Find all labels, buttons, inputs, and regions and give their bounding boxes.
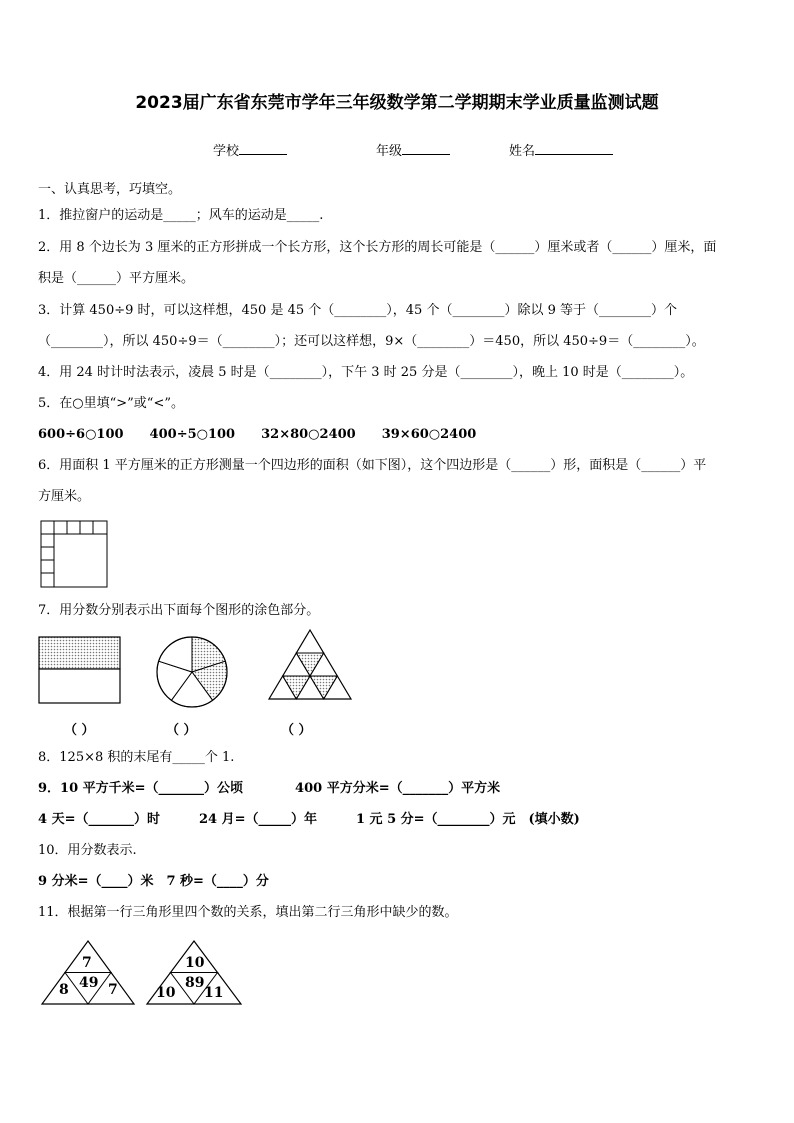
section-heading: 一、认真思考，巧填空。 <box>38 182 182 197</box>
name-blank[interactable] <box>535 142 613 155</box>
school-field <box>213 140 287 159</box>
q11-tri2-center: 89 <box>185 975 205 991</box>
q11-tri1-top: 7 <box>82 955 92 971</box>
question-9-line-2: 4 天=（_______）时 24 月=（_____）年 1 元 5 分=（________）元 (填小数) <box>38 812 580 827</box>
question-6-line-2: 方厘米。 <box>38 489 91 504</box>
page-title: 2023届广东省东莞市学年三年级数学第二学期期末学业质量监测试题 <box>135 93 659 113</box>
q7-rectangle-figure <box>38 636 122 706</box>
question-1: 1．推拉窗户的运动是_____；风车的运动是_____. <box>38 208 324 223</box>
question-3-line-2: （________），所以 450÷9＝（________）；还可以这样想，9×（________）＝450，所以 450÷9＝（________）。 <box>38 334 705 349</box>
question-10: 10．用分数表示. <box>38 843 137 858</box>
grade-label: 年级 <box>376 144 403 159</box>
question-2-line-2: 积是（______）平方厘米。 <box>38 271 195 286</box>
q7-triangle-figure <box>268 630 352 702</box>
question-8: 8．125×8 积的末尾有_____个 1. <box>38 750 235 765</box>
q11-tri1-left: 8 <box>59 982 69 998</box>
question-9-line-1: 9．10 平方千米=（_______）公顷 400 平方分米=（_______）平方米 <box>38 781 501 796</box>
q7-answer-1[interactable]: （ ） <box>64 723 95 738</box>
question-5: 5．在○里填“>”或“<”。 <box>38 396 184 411</box>
q11-tri2-top: 10 <box>185 955 205 971</box>
q7-circle-figure <box>155 635 229 709</box>
q11-triangle-1 <box>40 940 136 1006</box>
question-10-items: 9 分米=（____）米 7 秒=（____）分 <box>38 874 269 889</box>
q7-answer-3[interactable]: （ ） <box>281 723 312 738</box>
question-11: 11．根据第一行三角形里四个数的关系，填出第二行三角形中缺少的数。 <box>38 905 458 920</box>
question-7: 7．用分数分别表示出下面每个图形的涂色部分。 <box>38 603 320 618</box>
question-2-line-1: 2．用 8 个边长为 3 厘米的正方形拼成一个长方形，这个长方形的周长可能是（______）厘米或者（______）厘米，面 <box>38 240 717 255</box>
question-6-line-1: 6．用面积 1 平方厘米的正方形测量一个四边形的面积（如下图），这个四边形是（______）形，面积是（______）平 <box>38 458 707 473</box>
question-4: 4．用 24 时计时法表示，凌晨 5 时是（________），下午 3 时 25 分是（________），晚上 10 时是（________）。 <box>38 365 694 380</box>
school-blank[interactable] <box>239 142 287 155</box>
q6-grid-figure <box>40 520 110 590</box>
question-5-items: 600÷6○100 400÷5○100 32×80○2400 39×60○2400 <box>38 427 477 442</box>
q11-tri1-right: 7 <box>108 982 118 998</box>
grade-field <box>376 140 450 159</box>
q11-tri2-right: 11 <box>204 985 224 1001</box>
name-label: 姓名 <box>509 144 536 159</box>
grade-blank[interactable] <box>402 142 450 155</box>
q11-tri2-left: 10 <box>156 985 176 1001</box>
q11-tri1-center: 49 <box>79 975 99 991</box>
q7-answer-2[interactable]: （ ） <box>166 723 197 738</box>
name-field <box>509 140 613 159</box>
school-label: 学校 <box>213 144 240 159</box>
question-3-line-1: 3．计算 450÷9 时，可以这样想，450 是 45 个（________），45 个（________）除以 9 等于（________）个 <box>38 303 677 318</box>
